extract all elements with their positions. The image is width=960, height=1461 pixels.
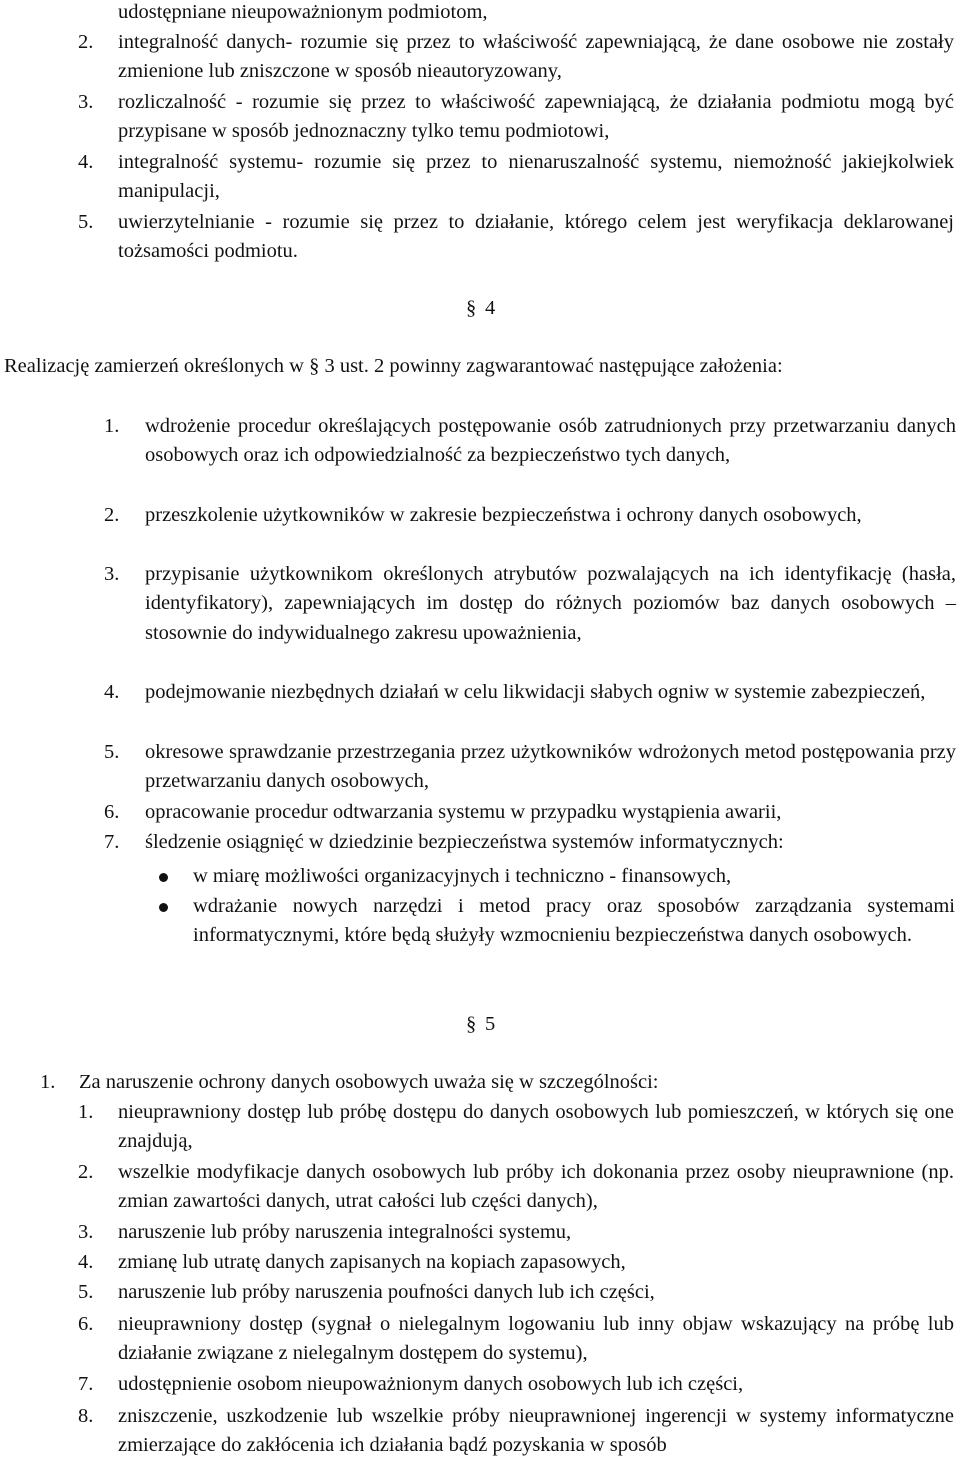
continuation-line: udostępniane nieupoważnionym podmiotom,: [118, 1, 488, 23]
item-number: 2.: [78, 31, 94, 53]
item-text: integralność danych- rozumie się przez to właściwość zapewniającą, że dane osobowe nie zostały zmienione lub zniszczone w sposób nieautoryzowany,: [118, 31, 954, 83]
item-number: 1.: [104, 415, 120, 437]
item-text: śledzenie osiągnięć w dziedzinie bezpieczeństwa systemów informatycznych:: [145, 831, 784, 853]
list-item: [78, 28, 954, 87]
item-text: nieuprawniony dostęp lub próbę dostępu do danych osobowych lub pomieszczeń, w których się one znajdują,: [118, 1101, 954, 1153]
list-item: [78, 208, 954, 267]
item-number: 1.: [78, 1101, 94, 1123]
section-point: [40, 1068, 954, 1097]
list-item: [104, 501, 956, 530]
list-item: [104, 738, 956, 797]
list-item: [78, 1218, 954, 1247]
item-text: uwierzytelnianie - rozumie się przez to działanie, którego celem jest weryfikacja deklarowanej tożsamości podmiotu.: [118, 211, 954, 263]
item-number: 4.: [104, 681, 120, 703]
item-text: wdrożenie procedur określających postępowanie osób zatrudnionych przy przetwarzaniu danych osobowych oraz ich odpowiedzialność za bezpieczeństwo tych danych,: [145, 415, 956, 467]
section-intro: Realizację zamierzeń określonych w § 3 ust. 2 powinny zagwarantować następujące założenia:: [4, 355, 783, 377]
bullet-item: [193, 892, 955, 951]
item-number: 2.: [104, 504, 120, 526]
item-number: 6.: [104, 801, 120, 823]
item-text: zmianę lub utratę danych zapisanych na kopiach zapasowych,: [118, 1251, 626, 1273]
item-number: 4.: [78, 151, 94, 173]
item-text: naruszenie lub próby naruszenia integralności systemu,: [118, 1221, 572, 1243]
item-number: 7.: [78, 1373, 94, 1395]
item-text: opracowanie procedur odtwarzania systemu w przypadku wystąpienia awarii,: [145, 801, 782, 823]
item-number: 5.: [104, 741, 120, 763]
item-number: 2.: [78, 1161, 94, 1183]
list-item: [78, 1310, 954, 1369]
item-number: 8.: [78, 1405, 94, 1427]
item-text: Za naruszenie ochrony danych osobowych uważa się w szczególności:: [79, 1071, 659, 1093]
list-item: [78, 1098, 954, 1157]
item-text: wszelkie modyfikacje danych osobowych lub próby ich dokonania przez osoby nieuprawnione (np. zmian zawartości danych, utrat całości lub części danych),: [118, 1161, 954, 1213]
item-text: udostępnienie osobom nieupoważnionym danych osobowych lub ich części,: [118, 1373, 744, 1395]
section-number: 5: [485, 1013, 496, 1035]
item-text: zniszczenie, uszkodzenie lub wszelkie próby nieuprawnionej ingerencji w systemy informatyczne zmierzające do zakłócenia ich działania bądź pozyskania w sposób: [118, 1405, 954, 1457]
item-number: 5.: [78, 211, 94, 233]
list-item: [104, 678, 956, 707]
section-symbol: §: [466, 297, 477, 319]
bullet-icon: [159, 903, 168, 912]
list-item: [78, 148, 954, 207]
bullet-item: [193, 862, 955, 891]
list-item: [78, 1248, 954, 1277]
item-number: 4.: [78, 1251, 94, 1273]
list-item: [78, 1402, 954, 1461]
item-number: 3.: [78, 91, 94, 113]
list-item: [104, 828, 956, 857]
item-text: przeszkolenie użytkowników w zakresie bezpieczeństwa i ochrony danych osobowych,: [145, 504, 862, 526]
bullet-icon: [159, 873, 168, 882]
list-item: [78, 1158, 954, 1217]
item-text: naruszenie lub próby naruszenia poufności danych lub ich części,: [118, 1281, 655, 1303]
section-symbol: §: [466, 1013, 477, 1035]
list-item: [78, 1370, 954, 1399]
item-text: rozliczalność - rozumie się przez to właściwość zapewniającą, że działania podmiotu mogą być przypisane w sposób jednoznaczny tylko temu podmiotowi,: [118, 91, 954, 143]
list-item: [104, 560, 956, 648]
item-number: 5.: [78, 1281, 94, 1303]
item-number: 6.: [78, 1313, 94, 1335]
item-text: okresowe sprawdzanie przestrzegania przez użytkowników wdrożonych metod postępowania przy przetwarzaniu danych osobowych,: [145, 741, 956, 793]
bullet-text: w miarę możliwości organizacyjnych i techniczno - finansowych,: [193, 865, 732, 887]
list-item: [78, 1278, 954, 1307]
item-text: nieuprawniony dostęp (sygnał o nielegalnym logowaniu lub inny objaw wskazujący na próbę lub działanie związane z nielegalnym dostępem do systemu),: [118, 1313, 954, 1365]
list-item: [104, 798, 956, 827]
item-text: przypisanie użytkownikom określonych atrybutów pozwalających na ich identyfikację (hasła, identyfikatory), zapewniających im dostęp do różnych poziomów baz danych osobowych – stosownie do indywidualnego zakresu upoważnienia,: [145, 563, 956, 644]
list-item: [78, 88, 954, 147]
bullet-text: wdrażanie nowych narzędzi i metod pracy oraz sposobów zarządzania systemami informatycznymi, które będą służyły wzmocnieniu bezpieczeństwa danych osobowych.: [193, 895, 955, 947]
item-number: 3.: [78, 1221, 94, 1243]
item-text: podejmowanie niezbędnych działań w celu likwidacji słabych ogniw w systemie zabezpieczeń,: [145, 681, 926, 703]
list-item: [104, 412, 956, 471]
section-number: 4: [485, 297, 496, 319]
item-number: 1.: [40, 1071, 56, 1093]
item-number: 3.: [104, 563, 120, 585]
item-text: integralność systemu- rozumie się przez to nienaruszalność systemu, niemożność jakiejkolwiek manipulacji,: [118, 151, 954, 203]
item-number: 7.: [104, 831, 120, 853]
